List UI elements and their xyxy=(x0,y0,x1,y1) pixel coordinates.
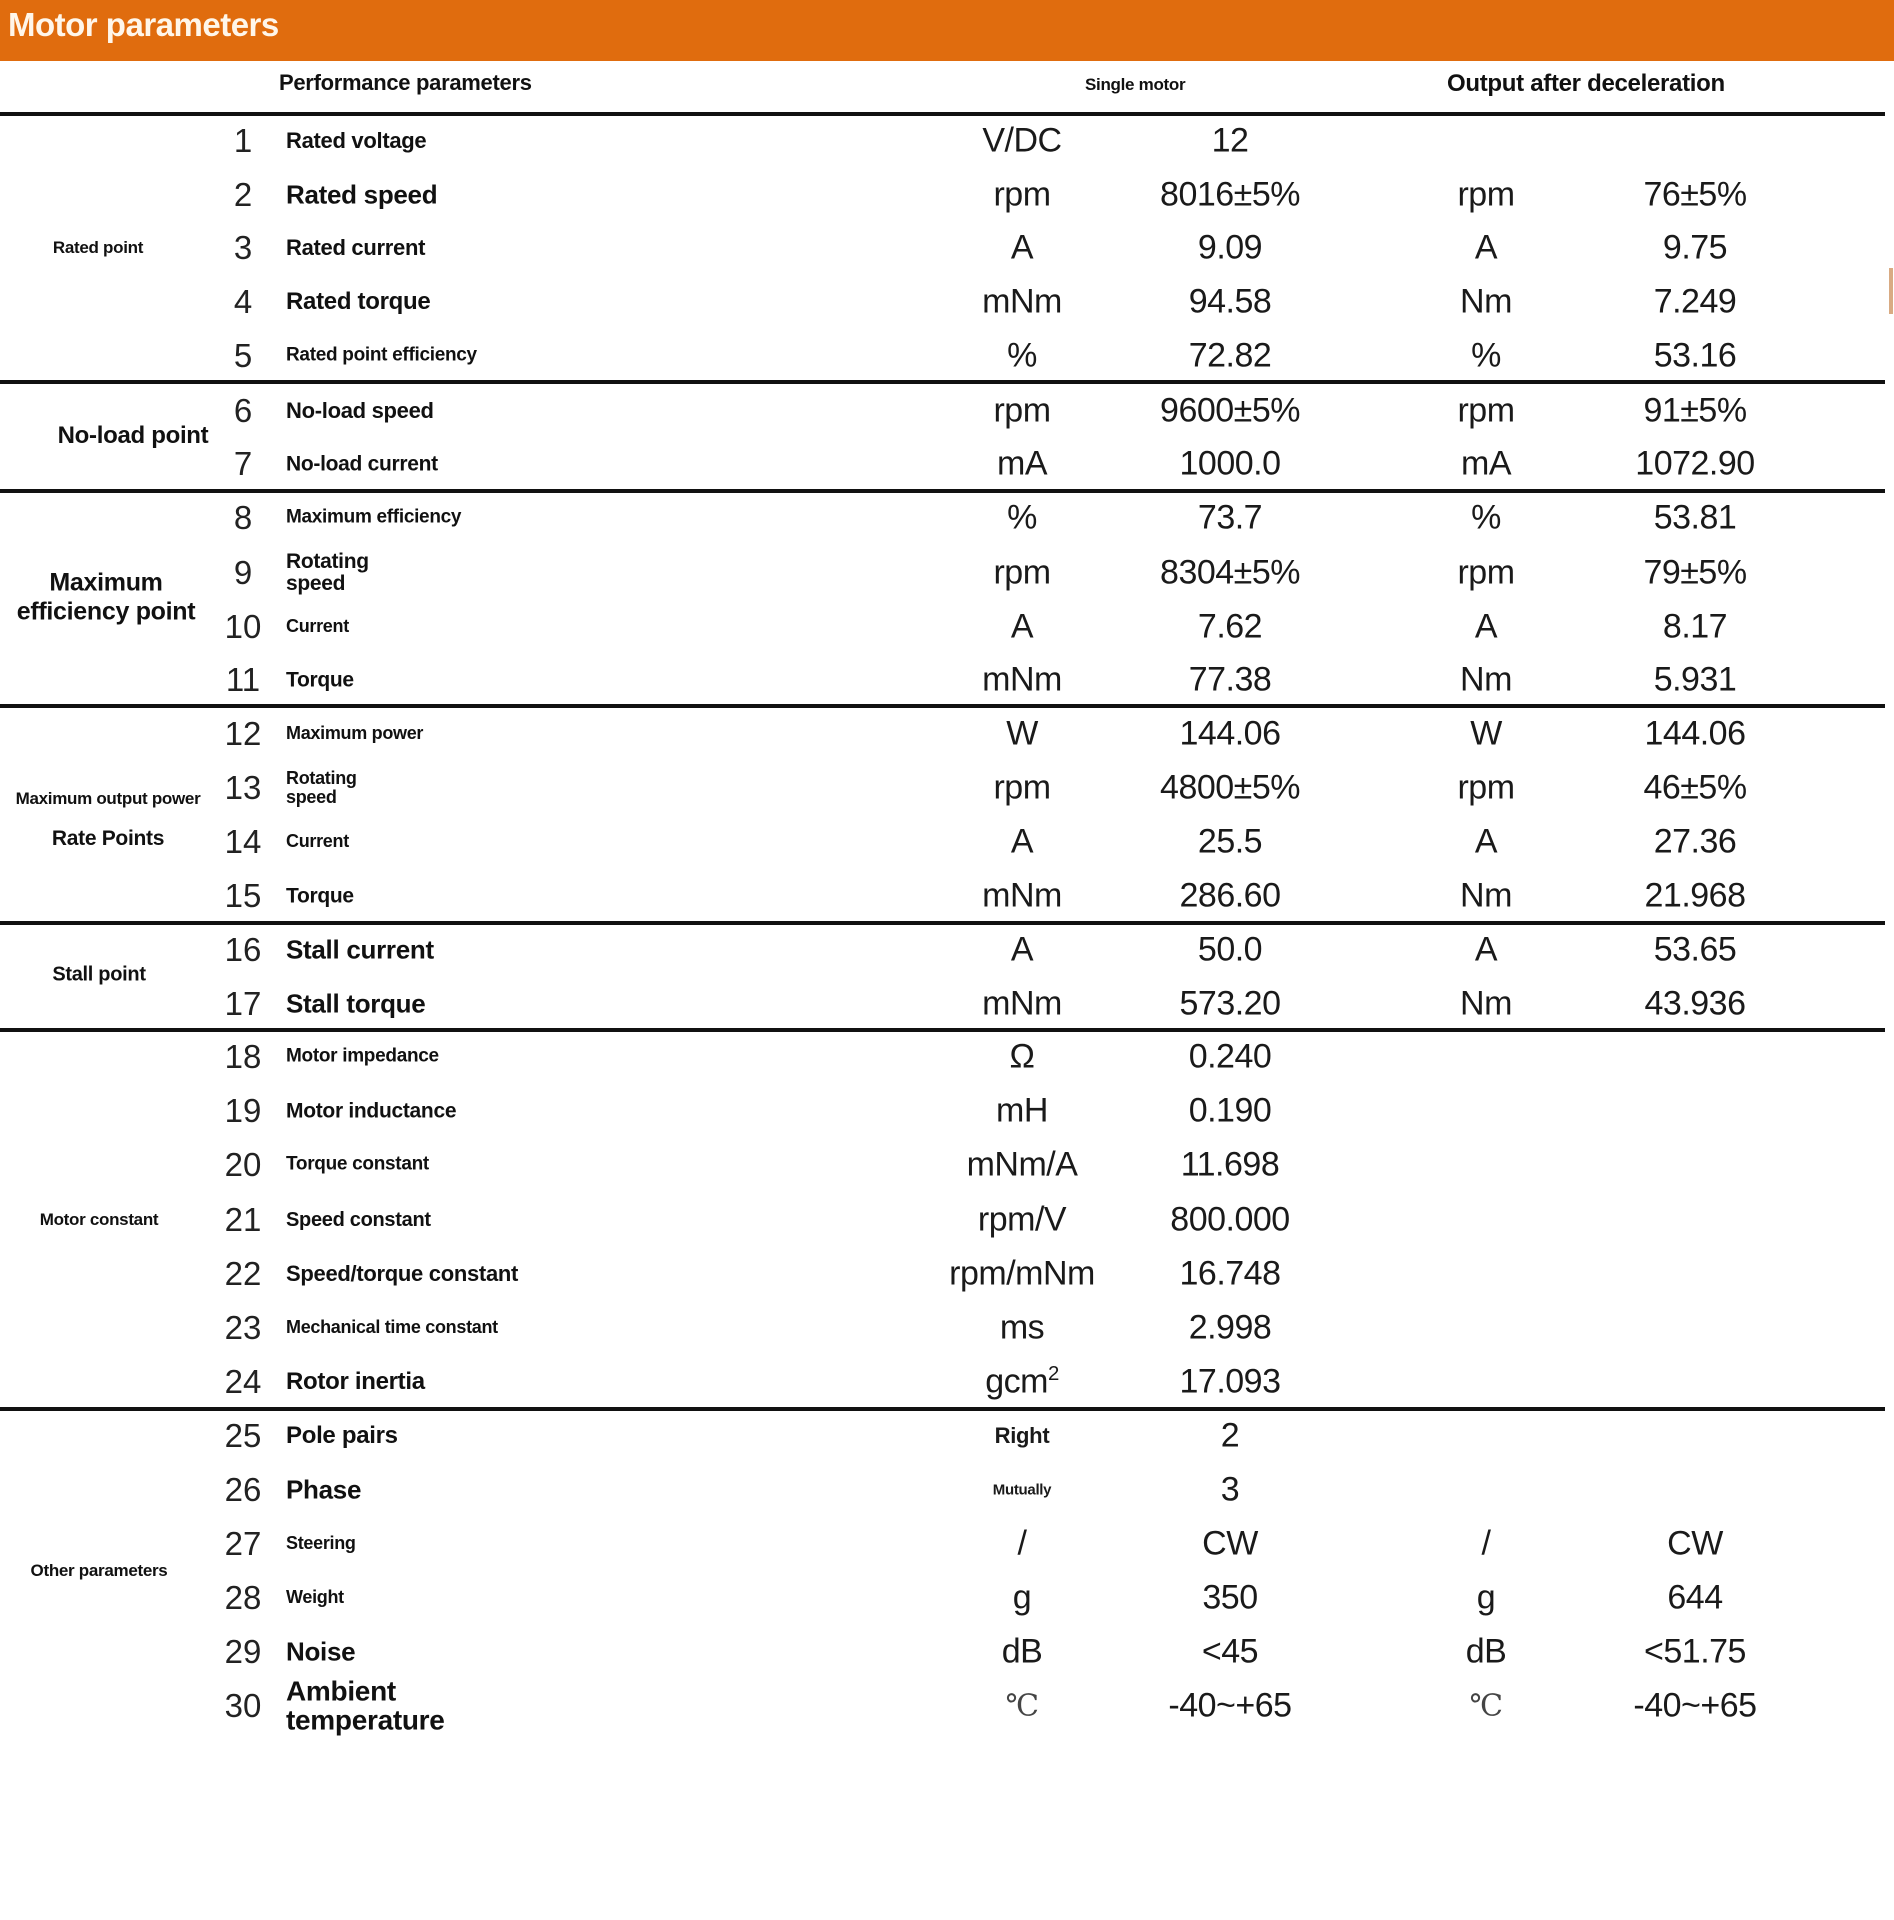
value-output xyxy=(1643,176,1746,215)
parameter-name: Mechanical time constant xyxy=(286,1317,498,1338)
parameter-name: Stall torque xyxy=(286,988,426,1019)
unit-output-text: Nm xyxy=(1460,660,1512,699)
value-single xyxy=(1180,715,1281,754)
parameter-name: Speed/torque constant xyxy=(286,1260,519,1286)
section-divider xyxy=(0,380,1885,384)
unit-output-text: A xyxy=(1474,930,1498,969)
group-label xyxy=(16,789,201,851)
parameter-name: Rated point efficiency xyxy=(286,344,477,366)
unit-output-text: rpm xyxy=(1457,768,1515,807)
value-single-text: 3 xyxy=(1220,1470,1240,1509)
group-label xyxy=(40,1210,159,1230)
unit-output xyxy=(1461,445,1511,484)
unit-single-text: ℃ xyxy=(1005,1688,1039,1724)
value-single-text: 9.09 xyxy=(1197,228,1263,267)
value-single xyxy=(1189,283,1272,322)
unit-single-text: rpm/V xyxy=(977,1200,1067,1239)
value-output-text: 27.36 xyxy=(1653,822,1737,861)
parameter-name: Motor impedance xyxy=(286,1045,439,1067)
value-single xyxy=(1189,337,1272,376)
row-number: 19 xyxy=(224,1092,262,1129)
row-number: 17 xyxy=(224,985,262,1022)
value-single-text: 7.62 xyxy=(1197,607,1263,646)
unit-output-text: / xyxy=(1481,1524,1491,1563)
row-number: 3 xyxy=(233,229,253,266)
unit-single-text: Mutually xyxy=(992,1481,1052,1499)
unit-single-text: V/DC xyxy=(982,121,1062,160)
unit-output-text: Nm xyxy=(1460,984,1512,1023)
value-single xyxy=(1189,1309,1272,1348)
unit-output-text: rpm xyxy=(1457,175,1515,214)
value-output-text: -40~+65 xyxy=(1633,1686,1757,1725)
group-label-line: Other parameters xyxy=(30,1561,168,1581)
value-output xyxy=(1643,392,1746,431)
unit-output xyxy=(1475,823,1497,862)
section-divider xyxy=(0,112,1885,116)
section-divider xyxy=(0,921,1885,925)
row-number: 5 xyxy=(233,337,253,374)
unit-single xyxy=(982,283,1062,322)
value-single xyxy=(1189,1092,1272,1131)
value-single xyxy=(1180,985,1281,1024)
unit-single xyxy=(993,769,1050,808)
parameter-name: Noise xyxy=(286,1636,356,1667)
parameter-name: Speed constant xyxy=(286,1209,431,1231)
value-output xyxy=(1663,229,1727,268)
unit-single-text: gcm xyxy=(985,1362,1048,1401)
unit-output-text: A xyxy=(1474,822,1498,861)
group-label-line: Rate Points xyxy=(51,826,165,850)
value-single xyxy=(1212,122,1249,161)
unit-single-text: rpm xyxy=(993,768,1051,807)
unit-single xyxy=(993,1482,1051,1499)
value-output-text: <51.75 xyxy=(1644,1632,1746,1671)
section-divider xyxy=(0,489,1885,493)
value-output-text: CW xyxy=(1667,1524,1723,1563)
parameter-name: Rated speed xyxy=(286,179,438,210)
value-single xyxy=(1160,392,1300,431)
value-single-text: 0.240 xyxy=(1188,1037,1272,1076)
unit-single-text: % xyxy=(1007,336,1037,375)
value-single-text: 25.5 xyxy=(1197,822,1263,861)
unit-single xyxy=(967,1146,1078,1185)
unit-single xyxy=(995,1423,1050,1449)
unit-single xyxy=(993,176,1050,215)
parameter-name: Torque xyxy=(286,884,354,908)
value-output-text: 21.968 xyxy=(1644,876,1746,915)
unit-superscript: 2 xyxy=(1047,1363,1059,1386)
value-single-text: 8304±5% xyxy=(1160,553,1300,592)
group-label-line: Motor constant xyxy=(39,1210,159,1230)
value-single xyxy=(1198,823,1262,862)
value-single-text: 72.82 xyxy=(1188,336,1272,375)
unit-single-text: Ω xyxy=(1009,1037,1035,1076)
row-number: 13 xyxy=(224,769,262,806)
value-output-text: 46±5% xyxy=(1643,768,1747,807)
value-single-text: 2 xyxy=(1220,1416,1240,1455)
group-label xyxy=(58,422,209,450)
value-output xyxy=(1635,445,1754,484)
value-output xyxy=(1645,715,1746,754)
value-output xyxy=(1667,1525,1723,1564)
row-number: 8 xyxy=(233,499,253,536)
parameter-name xyxy=(286,551,369,595)
value-single-text: 12 xyxy=(1211,121,1249,160)
group-label-line: No-load point xyxy=(57,422,209,450)
unit-single-text: rpm/mNm xyxy=(949,1254,1095,1293)
unit-output-text: mA xyxy=(1461,444,1511,483)
value-output xyxy=(1643,769,1746,808)
edge-artifact xyxy=(1889,268,1893,314)
unit-output xyxy=(1460,985,1512,1024)
column-header-single-motor: Single motor xyxy=(1085,75,1186,94)
value-output xyxy=(1645,985,1746,1024)
value-output-text: 76±5% xyxy=(1643,175,1747,214)
parameter-name: Pole pairs xyxy=(286,1421,398,1449)
value-output-text: 8.17 xyxy=(1662,607,1728,646)
unit-single-text: rpm xyxy=(993,175,1051,214)
unit-single xyxy=(982,122,1061,161)
row-number: 29 xyxy=(224,1633,262,1670)
row-number: 20 xyxy=(224,1146,262,1183)
value-single xyxy=(1202,1525,1258,1564)
row-number: 16 xyxy=(224,931,262,968)
value-output-text: 144.06 xyxy=(1644,714,1746,753)
row-number: 2 xyxy=(233,176,253,213)
value-output-text: 9.75 xyxy=(1662,228,1728,267)
group-label-line: efficiency point xyxy=(16,597,196,625)
value-single-text: 4800±5% xyxy=(1160,768,1300,807)
unit-single xyxy=(1005,1689,1038,1724)
unit-output xyxy=(1475,608,1497,647)
row-number: 22 xyxy=(224,1255,262,1292)
unit-single-text: Right xyxy=(994,1423,1050,1448)
parameter-name: Torque constant xyxy=(286,1153,429,1175)
value-single-text: -40~+65 xyxy=(1168,1686,1292,1725)
unit-single-text: rpm xyxy=(993,553,1051,592)
value-single-text: 16.748 xyxy=(1179,1254,1281,1293)
value-output-text: 91±5% xyxy=(1643,391,1747,430)
unit-output xyxy=(1460,283,1512,322)
unit-output-text: % xyxy=(1471,498,1501,537)
unit-single xyxy=(993,392,1050,431)
unit-output-text: rpm xyxy=(1457,553,1515,592)
unit-output-text: % xyxy=(1471,336,1501,375)
unit-single xyxy=(1011,229,1033,268)
unit-single xyxy=(1011,608,1033,647)
column-header-performance: Performance parameters xyxy=(279,70,532,95)
unit-single-text: A xyxy=(1010,607,1034,646)
value-single xyxy=(1180,445,1281,484)
unit-output xyxy=(1457,392,1514,431)
value-output xyxy=(1667,1579,1722,1618)
unit-single xyxy=(982,661,1062,700)
value-single-text: 73.7 xyxy=(1197,498,1263,537)
value-output xyxy=(1663,608,1727,647)
value-output-text: 43.936 xyxy=(1644,984,1746,1023)
unit-single-text: W xyxy=(1006,714,1038,753)
title-bar xyxy=(0,0,1894,61)
unit-single-text: dB xyxy=(1001,1632,1043,1671)
value-single xyxy=(1202,1633,1258,1672)
unit-single xyxy=(997,445,1047,484)
section-divider xyxy=(0,704,1885,708)
value-single xyxy=(1221,1417,1239,1456)
parameter-name: Weight xyxy=(286,1587,344,1608)
value-output xyxy=(1645,877,1746,916)
value-single xyxy=(1198,499,1262,538)
group-label xyxy=(53,238,143,258)
group-label xyxy=(31,1561,168,1581)
value-single xyxy=(1168,1687,1291,1726)
value-output xyxy=(1654,823,1737,862)
value-output xyxy=(1643,554,1746,593)
row-number: 24 xyxy=(224,1363,262,1400)
value-single-text: 2.998 xyxy=(1188,1308,1272,1347)
row-number: 7 xyxy=(233,445,253,482)
row-number: 1 xyxy=(233,122,253,159)
value-single-text: CW xyxy=(1202,1524,1258,1563)
value-single xyxy=(1181,1146,1279,1185)
unit-single xyxy=(1011,931,1033,970)
row-number: 9 xyxy=(233,554,253,591)
unit-single-text: A xyxy=(1010,822,1034,861)
value-single-text: 9600±5% xyxy=(1160,391,1300,430)
row-number: 26 xyxy=(224,1471,262,1508)
unit-single xyxy=(949,1255,1095,1294)
value-output xyxy=(1654,661,1737,700)
value-single-text: 286.60 xyxy=(1179,876,1281,915)
parameter-name-line: Ambient xyxy=(286,1675,396,1707)
unit-single xyxy=(1000,1309,1044,1348)
value-single-text: 350 xyxy=(1202,1578,1258,1617)
row-number: 12 xyxy=(224,715,262,752)
unit-output-text: A xyxy=(1474,607,1498,646)
unit-single-text: / xyxy=(1017,1524,1027,1563)
group-label-line: Maximum output power xyxy=(15,789,201,809)
value-single-text: 17.093 xyxy=(1179,1362,1281,1401)
section-divider xyxy=(0,1407,1885,1411)
value-single xyxy=(1198,931,1262,970)
unit-single-text: mNm xyxy=(982,660,1062,699)
parameter-name: Maximum efficiency xyxy=(286,506,462,528)
parameter-name: Maximum power xyxy=(286,723,424,744)
value-single xyxy=(1198,229,1262,268)
unit-single-text: mNm xyxy=(982,876,1062,915)
unit-output-text: g xyxy=(1476,1578,1496,1617)
parameter-name xyxy=(286,1677,445,1736)
value-single-text: 1000.0 xyxy=(1179,444,1281,483)
row-number: 25 xyxy=(224,1417,262,1454)
row-number: 11 xyxy=(225,661,261,698)
unit-single-text: % xyxy=(1007,498,1037,537)
parameter-name: No-load current xyxy=(286,452,438,476)
value-output xyxy=(1654,283,1737,322)
value-single xyxy=(1221,1471,1239,1510)
unit-output xyxy=(1457,554,1514,593)
row-number: 15 xyxy=(224,877,262,914)
row-number: 6 xyxy=(233,392,253,429)
column-header-output: Output after deceleration xyxy=(1447,70,1725,97)
value-single xyxy=(1189,1038,1272,1077)
parameter-name: Rated current xyxy=(286,234,426,260)
value-output-text: 53.16 xyxy=(1653,336,1737,375)
value-output-text: 7.249 xyxy=(1653,282,1737,321)
value-single-text: 800.000 xyxy=(1170,1200,1290,1239)
unit-single xyxy=(1018,1525,1027,1564)
parameter-name xyxy=(286,769,357,807)
unit-single-text: A xyxy=(1010,228,1034,267)
parameter-name-line: Rotating xyxy=(286,549,369,573)
unit-output xyxy=(1460,661,1512,700)
unit-output xyxy=(1466,1633,1507,1672)
value-single-text: 573.20 xyxy=(1179,984,1281,1023)
unit-single-text: mA xyxy=(997,444,1047,483)
value-single xyxy=(1170,1201,1289,1240)
value-output xyxy=(1633,1687,1756,1726)
value-output xyxy=(1654,499,1737,538)
value-single-text: 77.38 xyxy=(1188,660,1272,699)
unit-output xyxy=(1482,1525,1491,1564)
unit-output xyxy=(1457,176,1514,215)
unit-single-text: rpm xyxy=(993,391,1051,430)
value-output-text: 5.931 xyxy=(1653,660,1737,699)
parameter-name: Phase xyxy=(286,1474,362,1505)
unit-single xyxy=(1010,1038,1035,1077)
row-number: 14 xyxy=(224,823,262,860)
parameter-name: Rated voltage xyxy=(286,127,427,153)
value-output-text: 79±5% xyxy=(1643,553,1747,592)
row-number: 30 xyxy=(224,1687,262,1724)
unit-single-text: g xyxy=(1012,1578,1032,1617)
group-label-line: Rated point xyxy=(52,238,144,258)
value-single xyxy=(1180,1255,1281,1294)
group-label-line: Stall point xyxy=(52,963,146,986)
value-single xyxy=(1180,877,1281,916)
parameter-name: Torque xyxy=(286,668,354,692)
parameter-name: Current xyxy=(286,616,349,637)
unit-single-text: mNm xyxy=(982,282,1062,321)
row-number: 21 xyxy=(224,1201,262,1238)
parameter-name: Steering xyxy=(286,1533,356,1554)
unit-single-text: mNm xyxy=(982,984,1062,1023)
value-output xyxy=(1644,1633,1746,1672)
row-number: 18 xyxy=(224,1038,262,1075)
value-output-text: 644 xyxy=(1667,1578,1723,1617)
value-single-text: 0.190 xyxy=(1188,1091,1272,1130)
value-output xyxy=(1654,337,1737,376)
value-single xyxy=(1160,769,1300,808)
unit-output xyxy=(1477,1579,1495,1618)
unit-single xyxy=(1013,1579,1031,1618)
unit-single xyxy=(985,1363,1059,1402)
page-title: Motor parameters xyxy=(8,6,279,43)
row-number: 28 xyxy=(224,1579,262,1616)
unit-single xyxy=(978,1201,1066,1240)
value-output-text: 53.81 xyxy=(1653,498,1737,537)
row-number: 23 xyxy=(224,1309,262,1346)
unit-output xyxy=(1469,1689,1502,1724)
value-single xyxy=(1160,176,1300,215)
unit-output xyxy=(1470,715,1502,754)
unit-output xyxy=(1457,769,1514,808)
parameter-name: Motor inductance xyxy=(286,1099,457,1123)
unit-output xyxy=(1475,931,1497,970)
unit-output xyxy=(1475,229,1497,268)
parameter-name: Current xyxy=(286,831,349,852)
value-single xyxy=(1180,1363,1281,1402)
unit-single xyxy=(1006,715,1038,754)
unit-output-text: Nm xyxy=(1460,876,1512,915)
value-single-text: 144.06 xyxy=(1179,714,1281,753)
value-single xyxy=(1160,554,1300,593)
unit-single-text: ms xyxy=(999,1308,1045,1347)
group-label xyxy=(17,568,196,626)
unit-single xyxy=(993,554,1050,593)
value-output-text: 53.65 xyxy=(1653,930,1737,969)
unit-output-text: ℃ xyxy=(1469,1688,1503,1724)
value-single-text: 8016±5% xyxy=(1160,175,1300,214)
unit-output xyxy=(1471,499,1501,538)
value-single xyxy=(1198,608,1262,647)
unit-single-text: mH xyxy=(996,1091,1048,1130)
parameter-name-line: temperature xyxy=(286,1705,445,1736)
unit-output-text: rpm xyxy=(1457,391,1515,430)
parameter-name-line: Rotating xyxy=(286,768,357,789)
row-number: 4 xyxy=(233,283,253,320)
unit-output xyxy=(1471,337,1501,376)
unit-single xyxy=(1011,823,1033,862)
value-single-text: 11.698 xyxy=(1180,1145,1280,1184)
unit-output xyxy=(1460,877,1512,916)
value-single xyxy=(1189,661,1272,700)
unit-single xyxy=(996,1092,1048,1131)
row-number: 10 xyxy=(224,608,262,645)
value-single xyxy=(1202,1579,1257,1618)
group-label-line: Maximum xyxy=(49,568,163,597)
unit-single xyxy=(1002,1633,1043,1672)
section-divider xyxy=(0,1028,1885,1032)
unit-single xyxy=(982,985,1062,1024)
parameter-name-line: speed xyxy=(286,572,346,595)
group-label xyxy=(52,964,145,987)
row-number: 27 xyxy=(224,1525,262,1562)
unit-single-text: mNm/A xyxy=(966,1145,1078,1184)
unit-single xyxy=(1007,499,1037,538)
value-single-text: 50.0 xyxy=(1197,930,1263,969)
parameter-name: No-load speed xyxy=(286,397,434,423)
value-single-text: <45 xyxy=(1201,1632,1259,1671)
unit-single-text: A xyxy=(1010,930,1034,969)
unit-output-text: W xyxy=(1470,714,1502,753)
value-output xyxy=(1654,931,1737,970)
parameter-name: Rotor inertia xyxy=(286,1367,425,1395)
parameter-name-line: speed xyxy=(286,787,337,807)
unit-output-text: Nm xyxy=(1460,282,1512,321)
parameter-name: Stall current xyxy=(286,934,434,965)
value-single-text: 94.58 xyxy=(1188,282,1272,321)
unit-output-text: A xyxy=(1474,228,1498,267)
unit-single xyxy=(982,877,1062,916)
value-output-text: 1072.90 xyxy=(1635,444,1755,483)
unit-single xyxy=(1007,337,1037,376)
unit-output-text: dB xyxy=(1465,1632,1507,1671)
parameter-name: Rated torque xyxy=(286,287,431,315)
